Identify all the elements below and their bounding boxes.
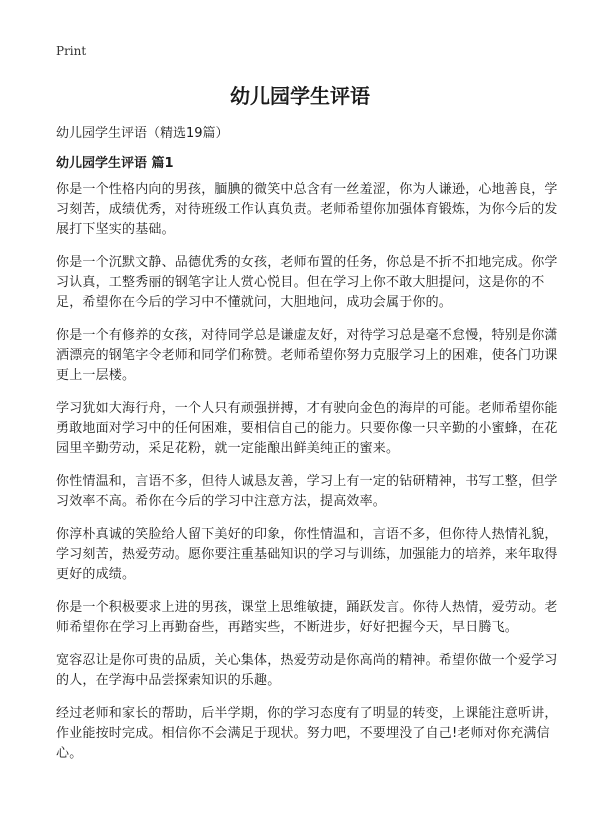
- paragraph: 你淳朴真诚的笑脸给人留下美好的印象，你性情温和，言语不多，但你待人热情礼貌，学习刻苦，热爱劳动。愿你要注重基础知识的学习与训练，加强能力的培养，来年取得更好的成绩。: [56, 527, 558, 582]
- paragraph: 你性情温和，言语不多，但待人诚恳友善，学习上有一定的钻研精神，书写工整，但学习效率不高。希你在今后的学习中注意方法，提高效率。: [56, 474, 558, 509]
- print-link[interactable]: Print: [56, 44, 87, 58]
- paragraph: 宽容忍让是你可贵的品质，关心集体，热爱劳动是你高尚的精神。希望你做一个爱学习的人，在学海中品尝探索知识的乐趣。: [56, 653, 558, 688]
- paragraph: 你是一个沉默文静、品德优秀的女孩，老师布置的任务，你总是不折不扣地完成。你学习认真，工整秀丽的钢笔字让人赏心悦目。但在学习上你不敢大胆提问，这是你的不足，希望你在今后的学习中不懂就问，大胆地问，成功会属于你的。: [56, 255, 558, 310]
- paragraph-list: [56, 180, 560, 777]
- paragraph: 你是一个有修养的女孩，对待同学总是谦虚友好，对待学习总是毫不怠慢，特别是你潇洒漂亮的钢笔字令老师和同学们称赞。老师希望你努力克服学习上的困难，使各门功课更上一层楼。: [56, 328, 558, 383]
- paragraph: 你是一个性格内向的男孩，腼腆的微笑中总含有一丝羞涩，你为人谦逊，心地善良，学习刻苦，成绩优秀，对待班级工作认真负责。老师希望你加强体育锻炼，为你今后的发展打下坚实的基础。: [56, 182, 558, 237]
- page-title: 幼儿园学生评语: [230, 84, 370, 108]
- document-subtitle: 幼儿园学生评语（精选19篇）: [56, 126, 229, 141]
- paragraph: 学习犹如大海行舟，一个人只有顽强拼搏，才有驶向金色的海岸的可能。老师希望你能勇敢地面对学习中的任何困难，要相信自己的能力。只要你像一只辛勤的小蜜蜂，在花园里辛勤劳动，采足花粉，就一定能酿出鲜美纯正的蜜来。: [56, 401, 558, 456]
- paragraph: 你是一个积极要求上进的男孩，课堂上思维敏捷，踊跃发言。你待人热情，爱劳动。老师希望你在学习上再勤奋些，再踏实些，不断进步，好好把握今天，早日腾飞。: [56, 600, 558, 635]
- section-heading: 幼儿园学生评语 篇1: [56, 156, 174, 171]
- paragraph: 经过老师和家长的帮助，后半学期，你的学习态度有了明显的转变，上课能注意听讲，作业能按时完成。相信你不会满足于现状。努力吧，不要埋没了自己!老师对你充满信心。: [56, 706, 558, 761]
